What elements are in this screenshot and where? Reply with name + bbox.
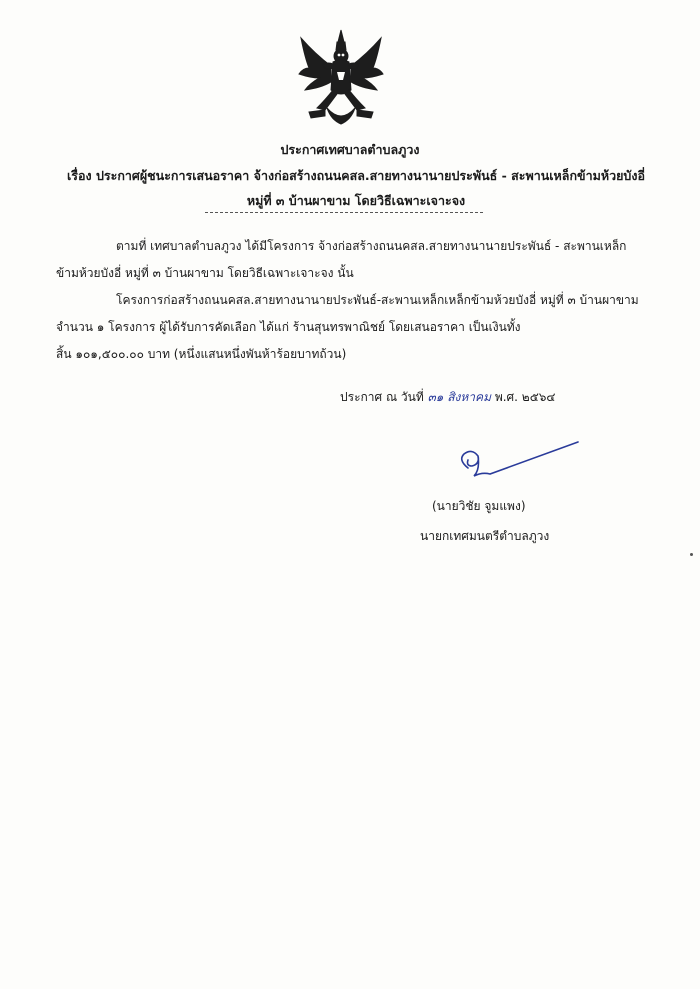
- document-title: ประกาศเทศบาลตำบลภูวง: [280, 142, 420, 157]
- document-subject: [56, 163, 656, 213]
- signatory-name: (นายวิชัย จูมแพง): [432, 499, 526, 513]
- subject-line-2: หมู่ที่ ๓ บ้านผาขาม โดยวิธีเฉพาะเจาะจง: [246, 193, 466, 208]
- signatory-position: นายกเทศมนตรีตำบลภูวง: [420, 529, 550, 543]
- handwritten-signature: [454, 440, 582, 482]
- announce-prefix: ประกาศ ณ วันที่: [340, 390, 424, 404]
- divider: [205, 212, 483, 213]
- announcement-date: [340, 388, 555, 407]
- subject-line-1: เรื่อง ประกาศผู้ชนะการเสนอราคา จ้างก่อสร้างถนนคสล.สายทางนานายประพันธ์ - สะพานเหล็กข้ามห้วยบังอี่: [67, 168, 645, 183]
- handwritten-date: ๓๑ สิงหาคม: [427, 390, 491, 404]
- paragraph-2-line-3: สิ้น ๑๐๑,๕๐๐.๐๐ บาท (หนึ่งแสนหนึ่งพันห้าร้อยบาทถ้วน): [56, 347, 347, 361]
- paragraph-2-line-2: จำนวน ๑ โครงการ ผู้ได้รับการคัดเลือก ได้แก่ ร้านสุนทรพาณิชย์ โดยเสนอราคา เป็นเงินทั้ง: [56, 320, 521, 334]
- paragraph-2-line-1: โครงการก่อสร้างถนนคสล.สายทางนานายประพันธ์-สะพานเหล็กเหล็กข้ามห้วยบังอี่ หมู่ที่ ๓ บ้านผาขาม: [116, 293, 639, 307]
- announce-era: พ.ศ. ๒๕๖๔: [494, 390, 556, 404]
- paragraph-1-line-2: ข้ามห้วยบังอี่ หมู่ที่ ๓ บ้านผาขาม โดยวิธีเฉพาะเจาะจง นั้น: [56, 266, 354, 280]
- paragraph-1-line-1: ตามที่ เทศบาลตำบลภูวง ได้มีโครงการ จ้างก่อสร้างถนนคสล.สายทางนานายประพันธ์ - สะพานเหล็ก: [116, 239, 627, 253]
- scan-speck: [690, 553, 693, 556]
- garuda-emblem-icon: [295, 28, 387, 128]
